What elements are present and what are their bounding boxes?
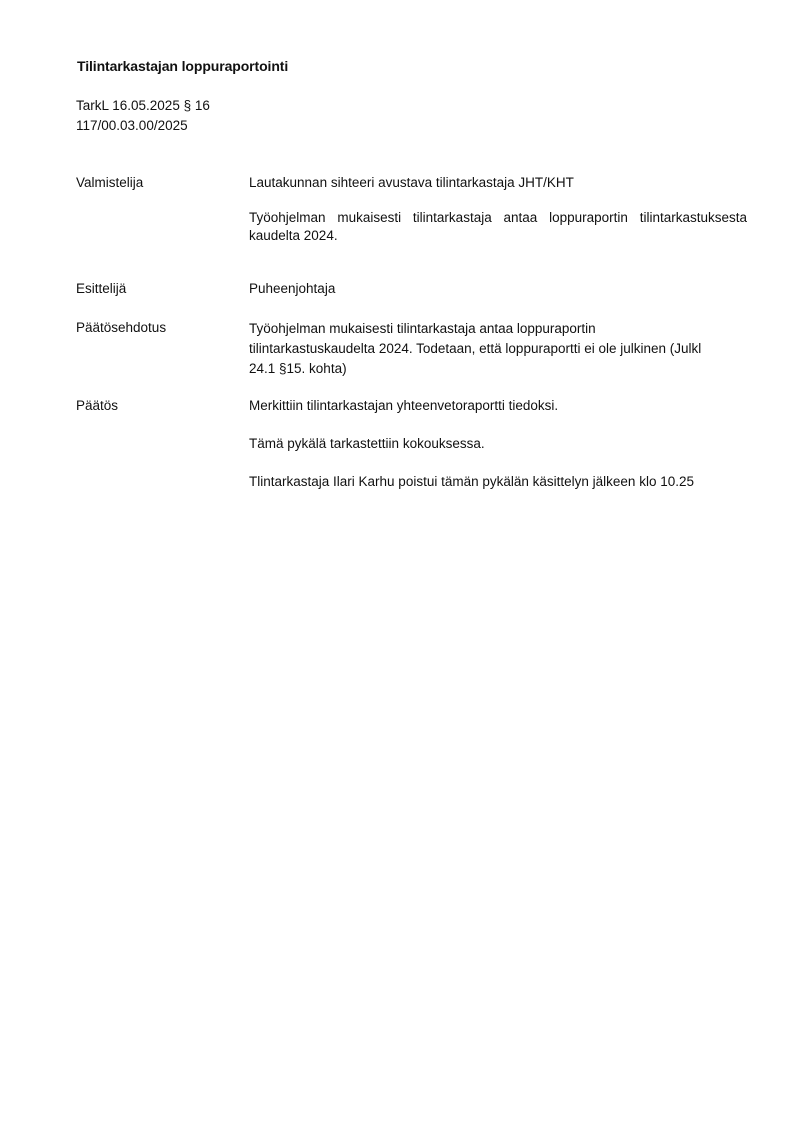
esittelija-label: Esittelijä xyxy=(76,281,127,296)
paatos-decision: Merkittiin tilintarkastajan yhteenvetoraportti tiedoksi. xyxy=(249,398,559,413)
paatosehdotus-line-2: tilintarkastuskaudelta 2024. Todetaan, että loppuraportti ei ole julkinen (Julkl xyxy=(249,341,702,356)
paatosehdotus-line-3: 24.1 §15. kohta) xyxy=(249,361,347,376)
esittelija-presenter: Puheenjohtaja xyxy=(249,281,336,296)
paatos-review-note: Tämä pykälä tarkastettiin kokouksessa. xyxy=(249,436,485,451)
case-number: 117/00.03.00/2025 xyxy=(76,118,188,133)
paatosehdotus-line-1: Työohjelman mukaisesti tilintarkastaja antaa loppuraportin xyxy=(249,321,596,336)
valmistelija-preparer: Lautakunnan sihteeri avustava tilintarkastaja JHT/KHT xyxy=(249,175,574,190)
valmistelija-content xyxy=(249,174,747,245)
paatosehdotus-content xyxy=(249,319,747,379)
esittelija-content xyxy=(249,280,747,298)
meeting-reference: TarkL 16.05.2025 § 16 xyxy=(76,98,210,113)
valmistelija-description: Työohjelman mukaisesti tilintarkastaja antaa loppuraportin tilintarkastuksesta kaudelta 2024. xyxy=(249,210,747,243)
paatos-content xyxy=(249,397,747,491)
paatos-label: Päätös xyxy=(76,398,119,413)
paatosehdotus-label: Päätösehdotus xyxy=(76,320,167,335)
reference-block xyxy=(76,96,210,136)
paatos-departure-note: Tlintarkastaja Ilari Karhu poistui tämän pykälän käsittelyn jälkeen klo 10.25 xyxy=(249,474,694,489)
valmistelija-label: Valmistelija xyxy=(76,175,144,190)
document-title: Tilintarkastajan loppuraportointi xyxy=(77,58,289,74)
